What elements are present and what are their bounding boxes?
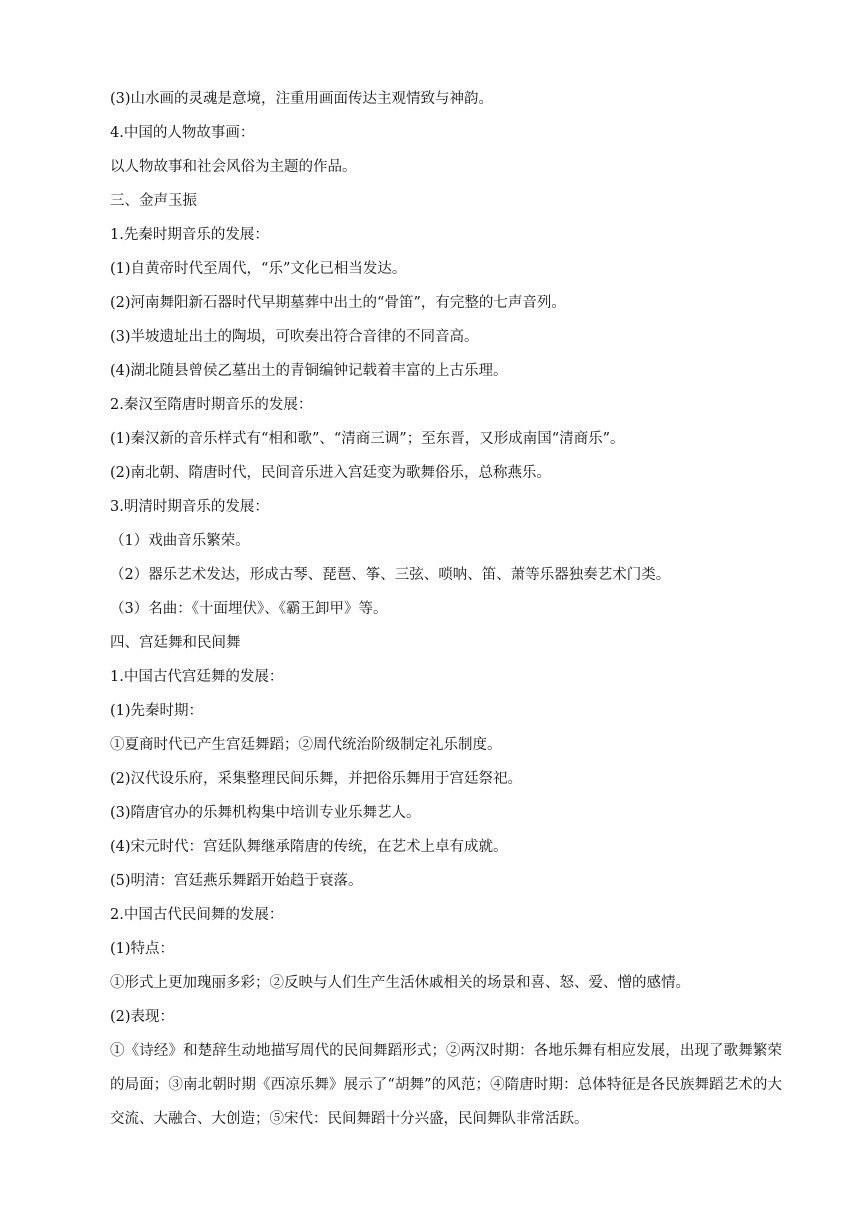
text-line: (3)半坡遗址出土的陶埙，可吹奏出符合音律的不同音高。	[110, 329, 479, 345]
text-line: (1)自黄帝时代至周代，“乐”文化已相当发达。	[110, 261, 407, 277]
text-line: (1)特点：	[110, 941, 175, 957]
body-paragraph: ①《诗经》和楚辞生动地描写周代的民间舞蹈形式；②两汉时期：各地乐舞有相应发展，出现了歌舞繁荣的局面；③南北朝时期《西凉乐舞》展示了“胡舞”的风范；④隋唐时期：总体特征是各民族舞蹈艺术的大交流、大融合、大创造；⑤宋代：民间舞蹈十分兴盛，民间舞队非常活跃。	[110, 1043, 782, 1127]
text-line: (3)隋唐官办的乐舞机构集中培训专业乐舞艺人。	[110, 805, 421, 821]
text-line: 2.秦汉至隋唐时期音乐的发展：	[110, 397, 313, 413]
text-line: 1.先秦时期音乐的发展：	[110, 227, 269, 243]
text-line: 1.中国古代宫廷舞的发展：	[110, 669, 284, 685]
section-heading: 三、金声玉振	[110, 193, 197, 209]
text-line: （2）器乐艺术发达，形成古琴、琵琶、筝、三弦、唢呐、笛、萧等乐器独奏艺术门类。	[110, 567, 671, 583]
text-line: (4)湖北随县曾侯乙墓出土的青铜编钟记载着丰富的上古乐理。	[110, 363, 508, 379]
text-line: (1)先秦时期：	[110, 703, 204, 719]
text-line: 2.中国古代民间舞的发展：	[110, 907, 284, 923]
text-line: （3）名曲：《十面埋伏》、《霸王卸甲》等。	[110, 601, 388, 617]
section-heading: 四、宫廷舞和民间舞	[110, 635, 241, 651]
text-line: 以人物故事和社会风俗为主题的作品。	[110, 159, 357, 175]
text-line: (5)明清：宫廷燕乐舞蹈开始趋于衰落。	[110, 873, 363, 889]
text-line: (2)汉代设乐府，采集整理民间乐舞，并把俗乐舞用于宫廷祭祀。	[110, 771, 523, 787]
text-line: (1)秦汉新的音乐样式有“相和歌”、“清商三调”；至东晋，又形成南国“清商乐”。	[110, 431, 625, 447]
text-line: (4)宋元时代：宫廷队舞继承隋唐的传统，在艺术上卓有成就。	[110, 839, 508, 855]
text-line: ①形式上更加瑰丽多彩；②反映与人们生产生活休戚相关的场景和喜、怒、爱、憎的感情。	[110, 975, 690, 991]
text-line: (2)河南舞阳新石器时代早期墓葬中出土的“骨笛”，有完整的七声音列。	[110, 295, 566, 311]
text-line: (3)山水画的灵魂是意境，注重用画面传达主观情致与神韵。	[110, 91, 494, 107]
text-line: ①夏商时代已产生宫廷舞蹈；②周代统治阶级制定礼乐制度。	[110, 737, 502, 753]
text-line: 3.明清时期音乐的发展：	[110, 499, 269, 515]
text-line: 4.中国的人物故事画：	[110, 125, 255, 141]
text-line: （1）戏曲音乐繁荣。	[110, 533, 250, 549]
text-line: (2)表现：	[110, 1009, 175, 1025]
text-line: (2)南北朝、隋唐时代，民间音乐进入宫廷变为歌舞俗乐，总称燕乐。	[110, 465, 552, 481]
